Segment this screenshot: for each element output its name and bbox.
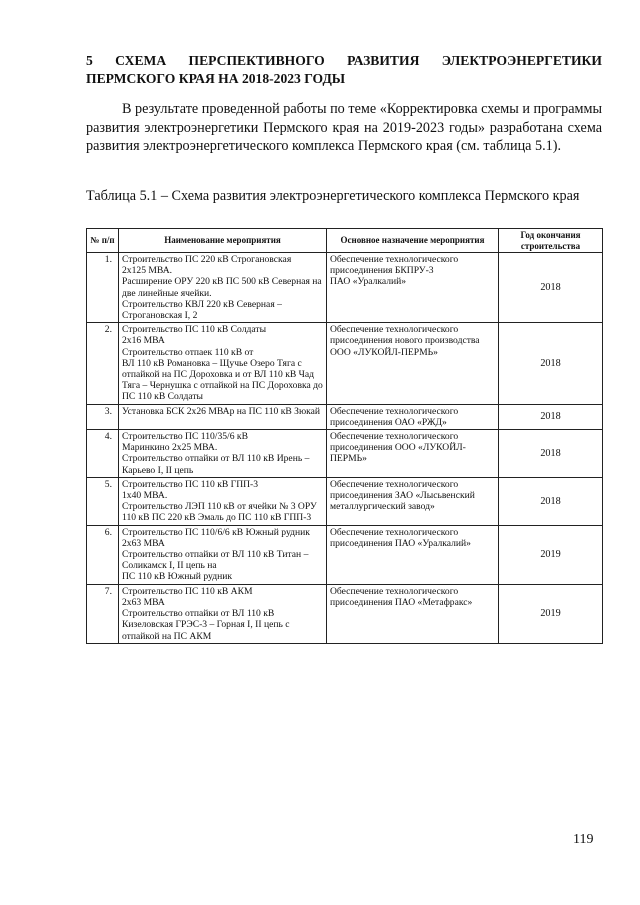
row-num: 6. bbox=[87, 525, 119, 584]
row-num: 1. bbox=[87, 253, 119, 323]
header-name: Наименование мероприятия bbox=[119, 229, 327, 253]
row-year: 2018 bbox=[499, 404, 603, 429]
intro-paragraph: В результате проведенной работы по теме «Корректировка схемы и программы развития электроэнергетики Пермского края на 2019-2023 годы» разработана схема развития электроэнергетического комплекса Пермского края (см. таблица 5.1). bbox=[86, 101, 602, 154]
table-row bbox=[87, 253, 603, 323]
row-purpose: Обеспечение технологического присоединения БКПРУ-3 ПАО «Уралкалий» bbox=[327, 253, 499, 323]
row-num: 2. bbox=[87, 323, 119, 404]
header-num: № п/п bbox=[87, 229, 119, 253]
row-name: Строительство ПС 110 кВ ГПП-3 1х40 МВА. Строительство ЛЭП 110 кВ от ячейки № 3 ОРУ 110 кВ ПС 220 кВ Эмаль до ПС 110 кВ ГПП-3 bbox=[119, 477, 327, 525]
table-row bbox=[87, 525, 603, 584]
row-year: 2019 bbox=[499, 525, 603, 584]
table-row bbox=[87, 430, 603, 478]
row-num: 3. bbox=[87, 404, 119, 429]
row-num: 7. bbox=[87, 584, 119, 643]
table-row bbox=[87, 584, 603, 643]
row-name: Строительство ПС 110/6/6 кВ Южный рудник 2х63 МВА Строительство отпайки от ВЛ 110 кВ Титан – Соликамск I, II цепь на ПС 110 кВ Южный рудник bbox=[119, 525, 327, 584]
row-year: 2018 bbox=[499, 477, 603, 525]
section-heading-line-1: 5 СХЕМА ПЕРСПЕКТИВНОГО РАЗВИТИЯ ЭЛЕКТРОЭНЕРГЕТИКИ bbox=[86, 53, 602, 68]
section-heading-line-2: ПЕРМСКОГО КРАЯ НА 2018-2023 ГОДЫ bbox=[86, 71, 346, 86]
table-header-row bbox=[87, 229, 603, 253]
row-purpose: Обеспечение технологического присоединения ООО «ЛУКОЙЛ-ПЕРМЬ» bbox=[327, 430, 499, 478]
row-num: 4. bbox=[87, 430, 119, 478]
table-row bbox=[87, 404, 603, 429]
row-purpose: Обеспечение технологического присоединения ПАО «Уралкалий» bbox=[327, 525, 499, 584]
row-year: 2018 bbox=[499, 323, 603, 404]
row-year: 2018 bbox=[499, 430, 603, 478]
section-heading bbox=[86, 52, 602, 88]
row-name: Строительство ПС 110 кВ Солдаты 2х16 МВА Строительство отпаек 110 кВ от ВЛ 110 кВ Романовка – Щучье Озеро Тяга с отпайкой на ПС Дороховка и от ВЛ 110 кВ Чад Тяга – Чернушка с отпайкой на ПС Дороховка до ПС 110 кВ Солдаты bbox=[119, 323, 327, 404]
row-purpose: Обеспечение технологического присоединения ОАО «РЖД» bbox=[327, 404, 499, 429]
row-name: Строительство ПС 220 кВ Строгановская 2х125 МВА. Расширение ОРУ 220 кВ ПС 500 кВ Северная на две линейные ячейки. Строительство КВЛ 220 кВ Северная – Строгановская I, 2 bbox=[119, 253, 327, 323]
table-row bbox=[87, 323, 603, 404]
row-purpose: Обеспечение технологического присоединения нового производства ООО «ЛУКОЙЛ-ПЕРМЬ» bbox=[327, 323, 499, 404]
row-name: Установка БСК 2х26 МВАр на ПС 110 кВ Зюкай bbox=[119, 404, 327, 429]
row-year: 2019 bbox=[499, 584, 603, 643]
row-num: 5. bbox=[87, 477, 119, 525]
page-number: 119 bbox=[573, 832, 594, 847]
row-year: 2018 bbox=[499, 253, 603, 323]
table-row bbox=[87, 477, 603, 525]
row-purpose: Обеспечение технологического присоединения ПАО «Метафракс» bbox=[327, 584, 499, 643]
table-caption: Таблица 5.1 – Схема развития электроэнергетического комплекса Пермского края bbox=[86, 188, 580, 204]
row-purpose: Обеспечение технологического присоединения ЗАО «Лысьвенский металлургический завод» bbox=[327, 477, 499, 525]
row-name: Строительство ПС 110 кВ АКМ 2х63 МВА Строительство отпайки от ВЛ 110 кВ Кизеловская ГРЭС-3 – Горная I, II цепь с отпайкой на ПС АКМ bbox=[119, 584, 327, 643]
header-year: Год окончания строительства bbox=[499, 229, 603, 253]
header-purpose: Основное назначение мероприятия bbox=[327, 229, 499, 253]
development-schedule-table bbox=[86, 228, 603, 644]
row-name: Строительство ПС 110/35/6 кВ Маринкино 2х25 МВА. Строительство отпайки от ВЛ 110 кВ Ирень –Карьево I, II цепь bbox=[119, 430, 327, 478]
